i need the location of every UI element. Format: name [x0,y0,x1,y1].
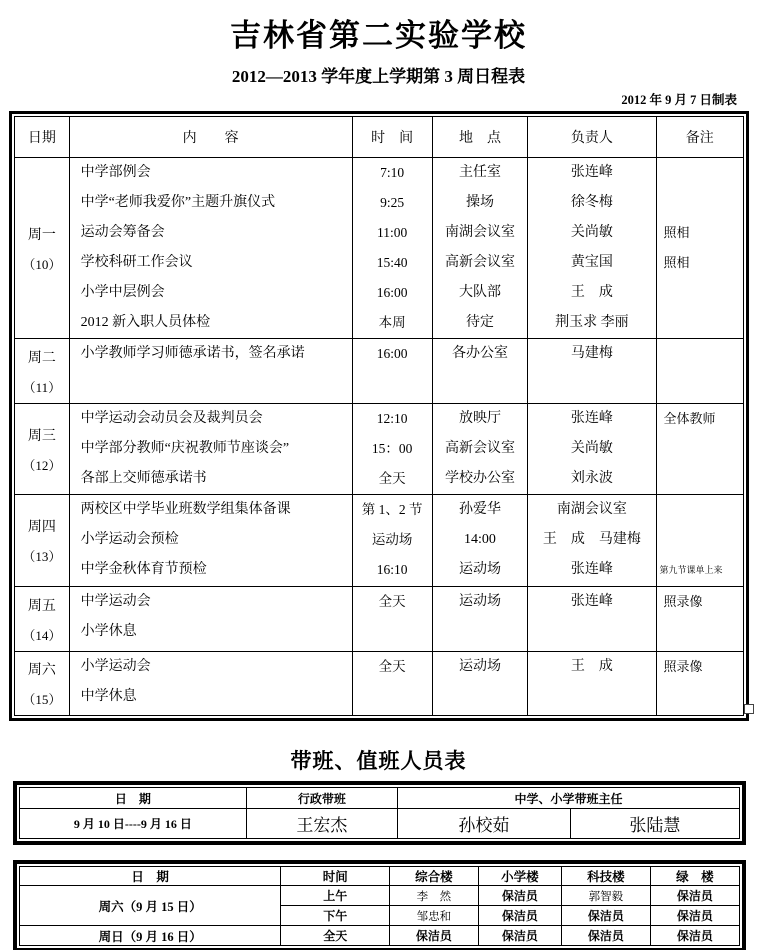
note-cell [656,339,744,404]
person-line: 马建梅 [570,346,613,361]
note-cell [656,587,744,652]
table-row-friday [15,587,744,652]
cleaning-person: 保洁员 [478,886,562,906]
day-number: （11） [22,379,62,395]
table-row-tuesday [15,339,744,404]
cleaning-person: 保洁员 [562,906,651,926]
cleaning-row-sunday [20,926,740,946]
person-line: 刘永波 [570,471,613,486]
note-line [657,525,744,555]
note-line: 照相 [663,255,690,270]
place-line [433,617,527,647]
content-line: 各部上交师德承诺书 [80,471,207,486]
content-line: 中学运动会 [80,594,151,609]
content-cell [69,339,352,404]
day-label: 周五 [27,598,56,614]
person-cell [528,339,656,404]
place-cell [432,158,527,339]
content-cell [69,652,352,716]
note-cell [656,495,744,587]
duty-col-heads: 中学、小学带班主任 [397,788,739,809]
school-title: 吉林省第二实验学校 [230,18,527,53]
cleaning-person: 保洁员 [478,906,562,926]
place-cell [432,495,527,587]
content-line: 两校区中学毕业班数学组集体备课 [80,502,291,517]
time-cell [352,587,432,652]
day-label: 周一 [27,227,56,243]
time-line: 12:10 [376,411,408,426]
time-line: 全天 [378,594,406,609]
day-cell [15,339,70,404]
cleaning-person: 保洁员 [650,886,739,906]
person-cell [528,404,656,495]
day-label: 周二 [27,350,56,366]
table-row-monday [15,158,744,339]
note-line [657,188,744,218]
cleaning-person: 保洁员 [650,926,739,946]
time-cell [352,495,432,587]
clean-col-green-building: 绿 楼 [650,867,739,886]
place-cell [432,587,527,652]
place-line [433,682,527,712]
duty-primary-head-name: 张陆慧 [570,809,739,839]
clean-col-time: 时间 [281,867,390,886]
content-line: 中学休息 [80,689,137,704]
place-line: 操场 [465,195,494,210]
person-line: 黄宝国 [570,255,613,270]
content-line: 小学教师学习师德承诺书，签名承诺 [80,346,305,361]
cleaning-row-sat-am [20,886,740,906]
person-line: 徐冬梅 [570,195,613,210]
note-line [657,464,744,494]
weekly-schedule-table-border [9,111,749,721]
place-line: 运动场 [458,562,501,577]
duty-col-date: 日 期 [20,788,247,809]
place-line: 各办公室 [451,346,508,361]
time-line: 15：00 [371,441,413,456]
place-line: 主任室 [458,165,501,180]
note-line [657,339,744,369]
day-cell [15,404,70,495]
duty-admin-name: 王宏杰 [246,809,397,839]
schedule-subtitle: 2012—2013 学年度上学期第 3 周日程表 [231,67,526,86]
col-header-note: 备注 [656,117,744,158]
content-line: 中学运动会动员会及裁判员会 [80,411,263,426]
person-line: 南湖会议室 [556,502,627,517]
time-line [353,682,432,712]
content-line: 小学中层例会 [80,285,165,300]
note-line [657,682,744,712]
day-cell [15,587,70,652]
cleaning-time: 下午 [281,906,390,926]
cleaning-person: 李 然 [390,886,479,906]
note-line: 照相 [663,225,690,240]
day-number: （15） [22,692,62,707]
time-line: 15:40 [376,255,408,270]
note-line: 照录像 [663,594,703,609]
place-line: 南湖会议室 [444,225,515,240]
note-line [657,495,744,525]
place-line: 高新会议室 [444,255,515,270]
cleaning-time: 全天 [281,926,390,946]
person-line: 张连峰 [570,411,613,426]
note-line [657,617,744,647]
cleaning-person: 保洁员 [650,906,739,926]
person-cell [528,652,656,716]
content-line: 小学运动会预检 [80,532,179,547]
col-header-person: 负责人 [528,117,656,158]
person-line: 关尚敏 [570,225,613,240]
day-cell [15,652,70,716]
person-line: 关尚敏 [570,441,613,456]
person-line [528,682,655,712]
note-cell [656,404,744,495]
person-line: 王 成 马建梅 [542,532,641,547]
cleaning-time: 上午 [281,886,390,906]
cleaning-person: 保洁员 [390,926,479,946]
duty-header-row [20,788,740,809]
cleaning-table [19,866,740,946]
place-line: 学校办公室 [444,471,515,486]
content-cell [69,404,352,495]
time-line: 16:00 [376,346,408,361]
day-number: （13） [22,549,62,564]
table-resize-handle-icon [744,704,754,714]
place-line: 孙爱华 [458,502,501,517]
content-line: 学校科研工作会议 [80,255,193,270]
content-line: 小学休息 [80,624,137,639]
clean-col-date: 日 期 [20,867,281,886]
person-line: 张连峰 [570,165,613,180]
cleaning-person: 邹忠和 [390,906,479,926]
time-line: 16:10 [376,562,408,577]
note-line [657,158,744,188]
person-line [528,617,655,647]
duty-data-row [20,809,740,839]
place-line: 待定 [465,315,494,330]
made-date: 2012 年 9 月 7 日制表 [621,93,737,107]
time-cell [352,339,432,404]
note-line [657,308,744,338]
cleaning-person: 保洁员 [478,926,562,946]
cleaning-person: 郭智毅 [562,886,651,906]
day-label: 周四 [27,520,56,535]
col-header-place: 地 点 [432,117,527,158]
day-number: （12） [22,457,62,473]
person-cell [528,587,656,652]
place-line: 14:00 [464,532,496,547]
cleaning-table-border [13,860,746,950]
person-line: 张连峰 [570,562,613,577]
clean-col-primary-building: 小学楼 [478,867,562,886]
clean-col-complex-building: 综合楼 [390,867,479,886]
time-cell [352,404,432,495]
duty-table [19,787,740,839]
person-cell [528,158,656,339]
day-number: （10） [22,256,62,272]
note-line [657,434,744,464]
time-line [353,617,432,647]
duty-middle-head-name: 孙校茹 [397,809,570,839]
day-label: 周三 [27,428,56,444]
col-header-time: 时 间 [352,117,432,158]
cleaning-person: 保洁员 [562,926,651,946]
cleaning-header-row [20,867,740,886]
time-line: 第 1、2 节 [361,502,423,517]
day-label: 周六 [27,663,56,678]
time-line: 9:25 [380,195,405,210]
place-cell [432,652,527,716]
cleaning-date-saturday: 周六（9 月 15 日） [20,886,281,926]
clean-col-science-building: 科技楼 [562,867,651,886]
place-line: 大队部 [458,285,501,300]
time-line: 本周 [378,315,406,330]
weekly-schedule-table [14,116,744,716]
day-number: （14） [22,627,62,643]
note-line: 第九节课单上来 [659,565,723,575]
time-cell [352,652,432,716]
time-cell [352,158,432,339]
person-cell [528,495,656,587]
person-line: 张连峰 [570,594,613,609]
time-line: 11:00 [377,225,408,240]
note-line: 照录像 [663,659,703,674]
table-row-thursday [15,495,744,587]
place-cell [432,339,527,404]
table-row-wednesday [15,404,744,495]
content-line: 运动会筹备会 [80,225,165,240]
place-line: 放映厅 [458,411,501,426]
note-line: 全体教师 [663,411,716,426]
content-cell [69,587,352,652]
col-header-date: 日期 [15,117,70,158]
content-line: 小学运动会 [80,659,151,674]
note-cell [656,158,744,339]
header-row [15,117,744,158]
place-line: 运动场 [458,594,501,609]
content-cell [69,158,352,339]
duty-section-title: 带班、值班人员表 [290,749,467,773]
content-line: 中学部分教师“庆祝教师节座谈会” [80,441,290,456]
day-cell [15,495,70,587]
note-line [657,278,744,308]
time-line: 运动场 [371,532,413,547]
person-line: 王 成 [570,285,613,300]
time-line: 全天 [378,659,406,674]
cleaning-date-sunday: 周日（9 月 16 日） [20,926,281,946]
note-cell [656,652,744,716]
content-line: 2012 新入职人员体检 [80,315,211,330]
time-line: 7:10 [380,165,405,180]
content-line: 中学部例会 [80,165,151,180]
person-line: 荆玉求 李丽 [555,315,629,330]
time-line: 全天 [378,471,406,486]
day-cell [15,158,70,339]
table-row-saturday [15,652,744,716]
place-cell [432,404,527,495]
duty-date-range: 9 月 10 日----9 月 16 日 [20,809,247,839]
time-line: 16:00 [376,285,408,300]
person-line: 王 成 [570,659,613,674]
content-cell [69,495,352,587]
content-line: 中学金秋体育节预检 [80,562,207,577]
duty-col-admin: 行政带班 [246,788,397,809]
place-line: 运动场 [458,659,501,674]
place-line: 高新会议室 [444,441,515,456]
col-header-content: 内 容 [69,117,352,158]
duty-table-border [13,781,746,845]
content-line: 中学“老师我爱你”主题升旗仪式 [80,195,276,210]
